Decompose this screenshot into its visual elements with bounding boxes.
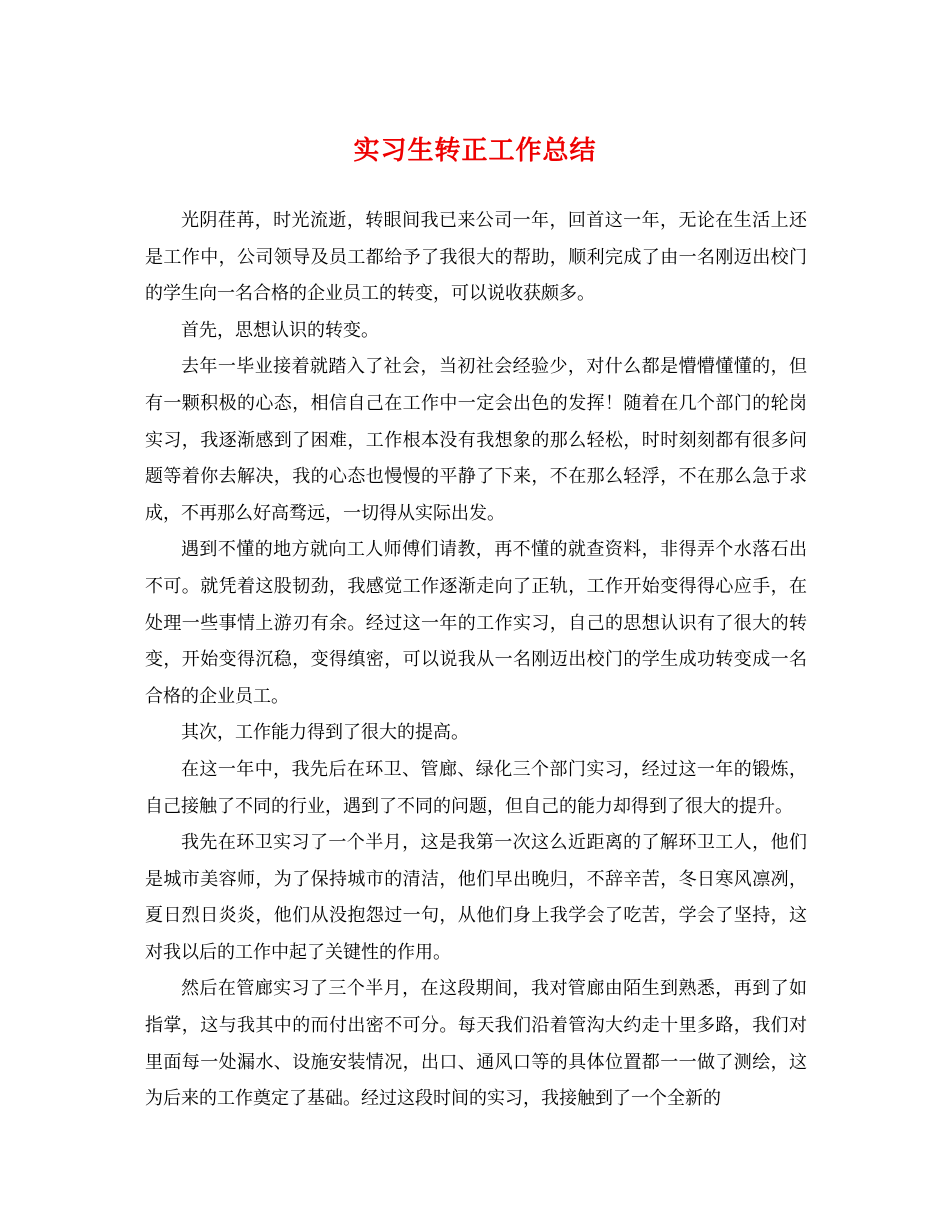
paragraph: 在这一年中，我先后在环卫、管廊、绿化三个部门实习，经过这一年的锻炼，自己接触了不同的行业，遇到了不同的问题，但自己的能力却得到了很大的提升。 (145, 758, 807, 817)
paragraph: 遇到不懂的地方就向工人师傅们请教，再不懂的就查资料，非得弄个水落石出不可。就凭着这股韧劲，我感觉工作逐渐走向了正轨，工作开始变得得心应手，在处理一些事情上游刃有余。经过这一年的工作实习，自己的思想认识有了很大的转变，开始变得沉稳，变得缜密，可以说我从一名刚迈出校门的学生成功转变成一名合格的企业员工。 (145, 539, 807, 707)
paragraph: 首先，思想认识的转变。 (181, 319, 379, 341)
document-title: 实习生转正工作总结 (353, 136, 597, 166)
paragraph: 光阴荏苒，时光流逝，转眼间我已来公司一年，回首这一年，无论在生活上还是工作中，公司领导及员工都给予了我很大的帮助，顺利完成了由一名刚迈出校门的学生向一名合格的企业员工的转变，可以说收获颇多。 (145, 210, 807, 305)
paragraph: 然后在管廊实习了三个半月，在这段期间，我对管廊由陌生到熟悉，再到了如指掌，这与我其中的而付出密不可分。每天我们沿着管沟大约走十里多路，我们对里面每一处漏水、设施安装情况，出口、通风口等的具体位置都一一做了测绘，这为后来的工作奠定了基础。经过这段时间的实习，我接触到了一个全新的 (145, 978, 807, 1110)
paragraph: 其次，工作能力得到了很大的提高。 (181, 722, 469, 744)
paragraph: 我先在环卫实习了一个半月，这是我第一次这么近距离的了解环卫工人，他们是城市美容师，为了保持城市的清洁，他们早出晚归，不辞辛苦，冬日寒风凛冽，夏日烈日炎炎，他们从没抱怨过一句，从他们身上我学会了吃苦，学会了坚持，这对我以后的工作中起了关键性的作用。 (145, 832, 807, 963)
paragraph: 去年一毕业接着就踏入了社会，当初社会经验少，对什么都是懵懵懂懂的，但有一颗积极的心态，相信自己在工作中一定会出色的发挥！随着在几个部门的轮岗实习，我逐渐感到了困难，工作根本没有我想象的那么轻松，时时刻刻都有很多问题等着你去解决，我的心态也慢慢的平静了下来，不在那么轻浮，不在那么急于求成，不再那么好高骛远，一切得从实际出发。 (145, 356, 807, 524)
document-body (145, 203, 807, 1118)
